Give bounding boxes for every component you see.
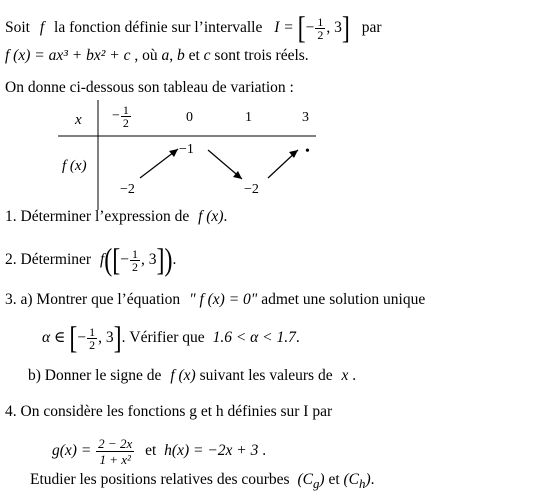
intro-line-1	[5, 11, 382, 46]
question-3a: 3. a) Montrer que l’équation " f (x) = 0" admet une solution unique	[5, 291, 426, 308]
question-4-study: Etudier les positions relatives des courbes $(C_g)$ et $(C_h)$.	[30, 471, 375, 492]
x-label: x	[75, 112, 82, 128]
intro-line-2	[5, 46, 309, 66]
variation-table	[58, 100, 328, 210]
minus-sign: −	[305, 19, 315, 37]
inequality: 1.6 < α < 1.7	[212, 329, 296, 347]
curve-ch: $(C_h)$	[343, 471, 371, 492]
g-def: g(x) =	[52, 442, 92, 460]
equation: " f (x) = 0"	[189, 291, 258, 308]
h-def: h(x) = −2x + 3	[164, 442, 259, 460]
question-3b: b) Donner le signe de f (x) suivant les valeurs de x .	[28, 367, 357, 384]
question-1: 1. Déterminer l’expression de f (x).	[5, 208, 228, 225]
function-expression: f (x) = ax³ + bx² + c	[5, 47, 131, 64]
intro-line-3: On donne ci-dessous son tableau de variation :	[5, 79, 294, 96]
question-3a-cont: α ∈ [− $\frac{1}{2}$ , 3]. Vérifier que 1.6 < α < 1.7.	[42, 321, 300, 356]
question-2: 2. Déterminer f([− $\frac{1}{2}$ , 3]).	[5, 243, 177, 278]
intro-text: Soit	[5, 19, 30, 37]
intro-text: la fonction définie sur l’intervalle	[54, 19, 263, 37]
fx-label: f (x)	[62, 158, 87, 174]
variables: a, b	[161, 47, 185, 64]
g-fraction: $\frac{2 - 2x}{\text{1 + x²}}$	[98, 436, 133, 467]
f-value-min: −2	[244, 182, 259, 197]
interval-I: I =	[274, 19, 294, 37]
function-f: f	[39, 19, 45, 37]
x-value-minus-half: − $\frac{1}{2}$	[112, 103, 129, 130]
curve-cg: $(C_g)$	[297, 471, 325, 492]
intro-text: par	[361, 19, 382, 37]
variable-c: c	[203, 47, 211, 64]
x: x	[341, 367, 349, 384]
x-value-3: 3	[302, 110, 309, 125]
open-bracket: [	[297, 11, 306, 46]
x-value-1: 1	[245, 110, 252, 125]
question-4: 4. On considère les fonctions g et h définies sur I par	[5, 403, 333, 420]
fx: f (x)	[198, 208, 224, 225]
close-bracket: ]	[341, 11, 350, 46]
fraction-half: $\frac{1}{2}$	[317, 15, 324, 42]
intro-text: sont trois réels.	[214, 47, 309, 64]
question-4-functions: g(x) = $\frac{2 - 2x}{\text{1 + x²}}$ et h(x) = −2x + 3 .	[52, 436, 267, 467]
alpha: α ∈	[42, 329, 66, 347]
intro-text: , où	[134, 47, 158, 64]
interval-end: , 3	[326, 19, 342, 37]
x-value-0: 0	[186, 110, 193, 125]
f-value-max: −1	[179, 142, 194, 157]
intro-text: et	[188, 47, 200, 64]
fx: f (x)	[170, 367, 196, 384]
f-value-end: •	[305, 144, 310, 159]
f-value-start: −2	[120, 182, 135, 197]
